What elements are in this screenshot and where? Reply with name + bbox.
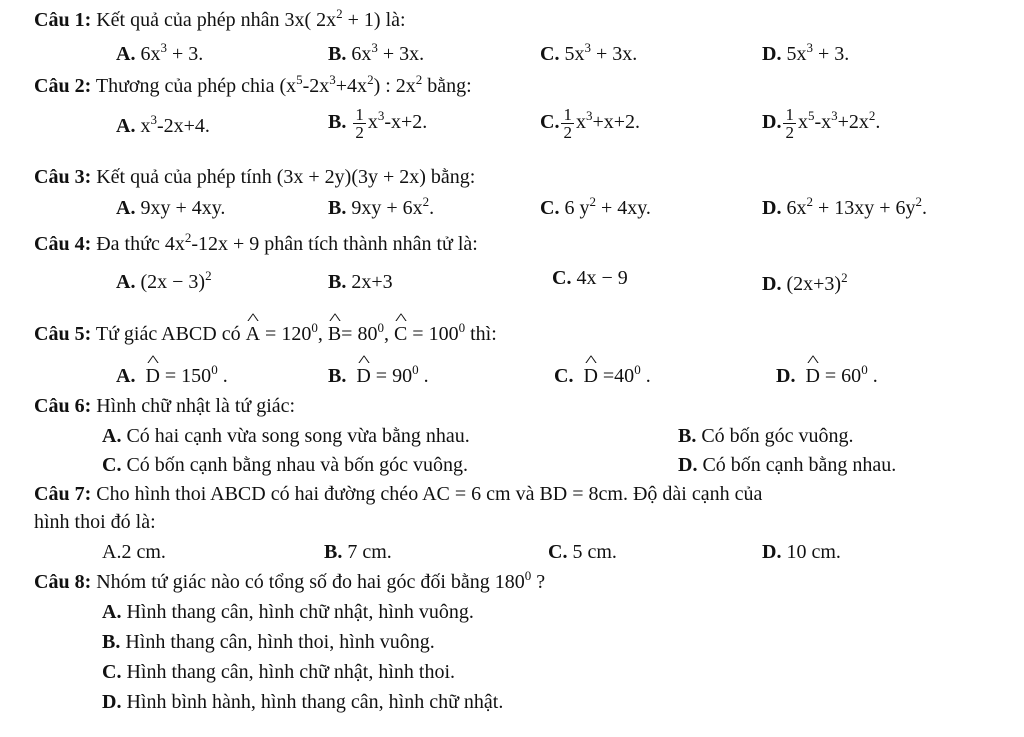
question-2: Câu 2: Thương của phép chia $(x^5-2x^3+4x^2)$ : $2x^2$ bằng: <box>34 72 472 97</box>
q3-option-a: A. 9xy + 4xy. <box>116 197 226 219</box>
q6-option-d: D. Có bốn cạnh bằng nhau. <box>678 454 897 476</box>
fraction-half: $\frac{1}{2}$ <box>563 105 572 142</box>
question-8: Câu 8: Nhóm tứ giác nào có tổng số đo hai góc đối bằng $180^0$ ? <box>34 568 546 593</box>
q5-option-b: B. D ^ = $90^0$ . <box>328 364 429 390</box>
question-6: Câu 6: Hình chữ nhật là tứ giác: <box>34 395 296 417</box>
q3-option-c: C. 6 $y^2 + 4xy$. <box>540 194 651 219</box>
question-label: Câu 7: <box>34 483 92 505</box>
q6-option-a: A. Có hai cạnh vừa song song vừa bằng nhau. <box>102 425 470 447</box>
q6-option-b: B. Có bốn góc vuông. <box>678 425 854 447</box>
q2-option-d: D. $\frac{1}{2}$ $x^5-x^3+2x^2$. <box>762 105 881 142</box>
q2-option-a: A. $x^3-2x+4$. <box>116 112 210 137</box>
question-label: Câu 1: <box>34 9 92 31</box>
question-label: Câu 2: <box>34 75 92 97</box>
question-7-continued: hình thoi đó là: <box>34 511 156 533</box>
question-1: Câu 1: Kết quả của phép nhân 3x( $2x^2 + 1$) là: <box>34 6 406 31</box>
q5-option-c: C. D ^ $=40^0$ . <box>554 364 651 390</box>
q7-option-b: B. 7 cm. <box>324 541 392 563</box>
q1-option-a: A. $6x^3 + 3$. <box>116 40 204 65</box>
q5-option-a: A. D ^ = $150^0$ . <box>116 364 228 390</box>
q4-option-c: C. 4x − 9 <box>552 267 628 289</box>
q7-option-c: C. 5 cm. <box>548 541 617 563</box>
q3-option-b: B. $9xy + 6x^2$. <box>328 194 435 219</box>
fraction-half: $\frac{1}{2}$ <box>355 105 364 142</box>
q1-option-b: B. $6x^3 + 3x$. <box>328 40 425 65</box>
q4-option-a: A. $(2x - 3)^2$ <box>116 268 212 293</box>
q1-option-d: D. $5x^3 + 3$. <box>762 40 850 65</box>
question-label: Câu 6: <box>34 395 92 417</box>
q8-option-b: B. Hình thang cân, hình thoi, hình vuông. <box>102 631 435 653</box>
question-7: Câu 7: Cho hình thoi ABCD có hai đường chéo AC = 6 cm và BD = 8cm. Độ dài cạnh của <box>34 483 763 505</box>
question-3: Câu 3: Kết quả của phép tính (3x + 2y)(3y + 2x) bằng: <box>34 166 476 188</box>
question-label: Câu 8: <box>34 571 92 593</box>
q5-option-d: D. D ^ = $60^0$ . <box>776 364 878 390</box>
question-label: Câu 4: <box>34 233 92 255</box>
q6-option-c: C. Có bốn cạnh bằng nhau và bốn góc vuông. <box>102 454 469 476</box>
q4-option-d: D. $(2x+3)^2$ <box>762 270 848 295</box>
q7-option-a: A.2 cm. <box>102 541 166 563</box>
q3-option-d: D. $6x^2 + 13xy + 6y^2$. <box>762 194 928 219</box>
q2-option-b: B. $\frac{1}{2}$ $x^3-x+2$. <box>328 105 428 142</box>
question-4: Câu 4: Đa thức $4x^2-12x + 9$ phân tích thành nhân tử là: <box>34 230 478 255</box>
question-5: Câu 5: Tứ giác ABCD có A ^ = $120^0$, B ^= $80^0$, C ^ = $100^0$ thì: <box>34 322 497 348</box>
q1-option-c: C. $5x^3 + 3x$. <box>540 40 638 65</box>
question-label: Câu 3: <box>34 166 92 188</box>
question-label: Câu 5: <box>34 323 92 345</box>
fraction-half: $\frac{1}{2}$ <box>785 105 794 142</box>
q2-option-c: C. $\frac{1}{2}$ $x^3+x+2$. <box>540 105 641 142</box>
q4-option-b: B. 2x+3 <box>328 271 393 293</box>
q7-option-d: D. 10 cm. <box>762 541 841 563</box>
q8-option-d: D. Hình bình hành, hình thang cân, hình chữ nhật. <box>102 691 504 713</box>
q8-option-a: A. Hình thang cân, hình chữ nhật, hình vuông. <box>102 601 474 623</box>
q8-option-c: C. Hình thang cân, hình chữ nhật, hình thoi. <box>102 661 456 683</box>
